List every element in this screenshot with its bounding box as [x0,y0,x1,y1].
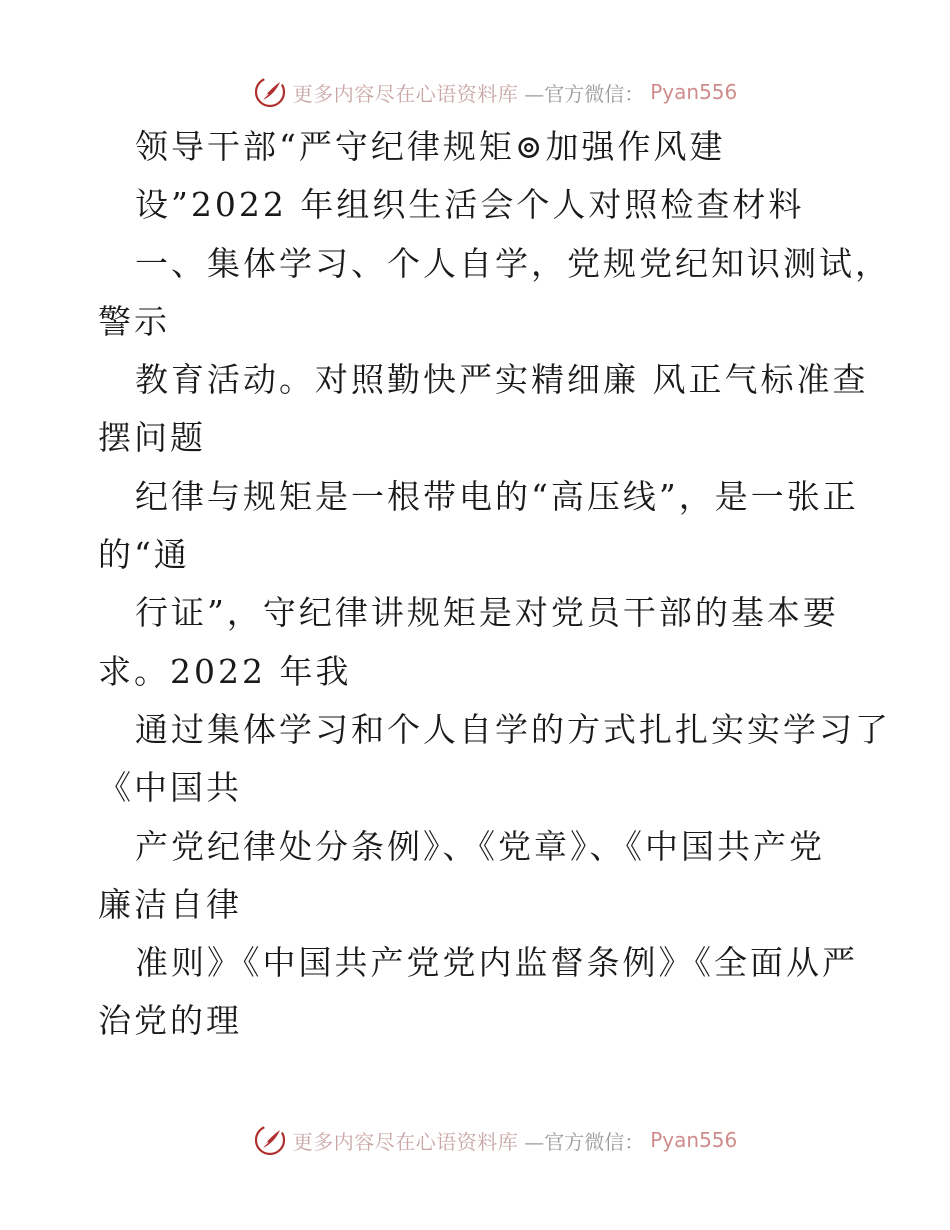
header-banner [0,72,950,112]
paragraph-line: 准则》《中国共产党党内监督条例》《全面从严 [135,943,858,983]
banner-contact: Pyan556 [650,1128,738,1152]
footer-banner [0,1120,950,1160]
quill-logo-icon [253,75,287,109]
paragraph-line: 廉洁自律 [98,884,242,924]
paragraph-line: 纪律与规矩是一根带电的“高压线”，是一张正 [135,476,859,516]
banner-text: 更多内容尽在心语资料库 [292,81,519,106]
paragraph-line: 教育活动。对照勤快严实精细廉 风正气标准查 [135,360,869,400]
paragraph-line: 一、集体学习、个人自学，党规党纪知识测试， [135,243,891,283]
paragraph-line: 《中国共 [98,768,242,808]
quill-logo-icon [253,1123,287,1157]
paragraph-line: 产党纪律处分条例》、《党章》、《中国共产党 [135,826,825,866]
banner-text: 更多内容尽在心语资料库 [292,1129,519,1154]
banner-contact: Pyan556 [650,80,738,104]
paragraph-line: 治党的理 [98,1001,242,1041]
banner-separator: —官方微信： [524,1129,645,1154]
paragraph-line: 的“通 [98,535,190,575]
paragraph-line: 行证”，守纪律讲规矩是对党员干部的基本要 [135,593,839,633]
title-line-1: 领导干部“严守纪律规矩⊚加强作风建 [135,127,726,166]
paragraph-line: 通过集体学习和个人自学的方式扎扎实实学习了 [135,709,891,749]
title-line-2: 设”2022 年组织生活会个人对照检查材料 [135,185,805,225]
paragraph-line: 摆问题 [98,418,206,458]
paragraph-line: 警示 [98,301,170,341]
banner-separator: —官方微信： [524,81,645,106]
paragraph-line: 求。2022 年我 [98,651,352,691]
document-body [98,118,891,1051]
